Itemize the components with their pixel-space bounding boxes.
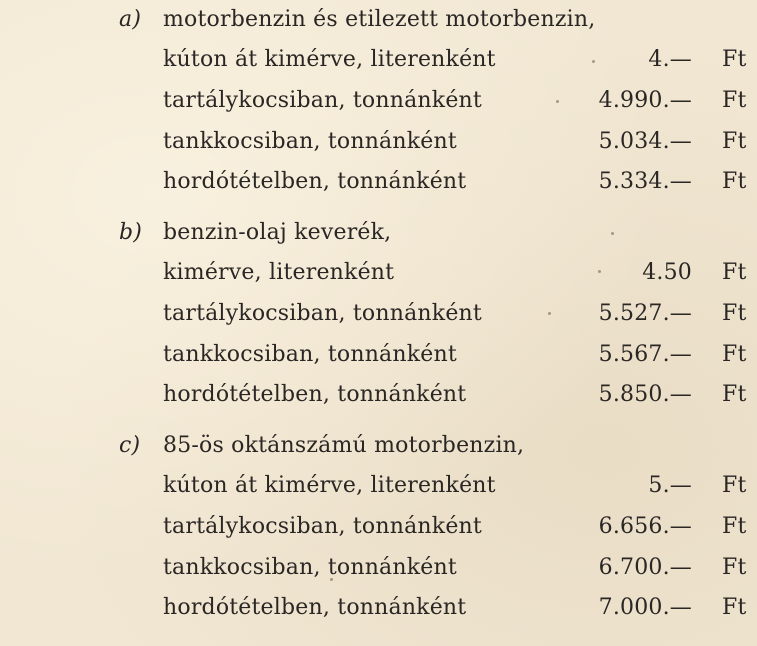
section-title: benzin-olaj keverék,	[163, 220, 392, 245]
row-price: 5.034.—	[598, 129, 692, 154]
price-row	[0, 162, 757, 202]
row-unit: Ft	[722, 555, 747, 580]
paper-speck	[611, 232, 614, 235]
row-price: 4.50	[642, 260, 692, 285]
price-row	[0, 466, 757, 506]
paper-speck	[556, 100, 559, 103]
row-description: tankkocsiban, tonnánként	[163, 555, 457, 580]
row-description: tartálykocsiban, tonnánként	[163, 301, 482, 326]
row-description: tartálykocsiban, tonnánként	[163, 514, 482, 539]
paper-speck	[330, 578, 333, 581]
section-heading	[0, 0, 757, 40]
price-row	[0, 294, 757, 334]
row-unit: Ft	[722, 260, 747, 285]
section-marker: b)	[119, 220, 143, 245]
row-unit: Ft	[722, 88, 747, 113]
row-price: 5.—	[648, 473, 692, 498]
price-row	[0, 335, 757, 375]
section-marker: c)	[119, 433, 141, 458]
paper-speck	[598, 270, 601, 273]
row-description: kúton át kimérve, literenként	[163, 473, 496, 498]
row-price: 7.000.—	[598, 595, 692, 620]
row-unit: Ft	[722, 301, 747, 326]
row-price: 6.656.—	[598, 514, 692, 539]
price-row	[0, 548, 757, 588]
price-row	[0, 253, 757, 293]
row-description: hordótételben, tonnánként	[163, 382, 467, 407]
row-price: 6.700.—	[598, 555, 692, 580]
row-description: kimérve, literenként	[163, 260, 395, 285]
row-description: tankkocsiban, tonnánként	[163, 129, 457, 154]
price-row	[0, 507, 757, 547]
paper-speck	[548, 312, 551, 315]
row-unit: Ft	[722, 473, 747, 498]
row-price: 5.567.—	[598, 342, 692, 367]
row-price: 4.—	[648, 47, 692, 72]
row-price: 5.334.—	[598, 169, 692, 194]
section-heading	[0, 426, 757, 466]
row-description: tartálykocsiban, tonnánként	[163, 88, 482, 113]
price-row	[0, 588, 757, 628]
row-price: 4.990.—	[598, 88, 692, 113]
price-row	[0, 122, 757, 162]
section-heading	[0, 213, 757, 253]
row-unit: Ft	[722, 169, 747, 194]
section-title: 85-ös oktánszámú motorbenzin,	[163, 433, 525, 458]
paper-speck	[592, 60, 595, 63]
row-description: tankkocsiban, tonnánként	[163, 342, 457, 367]
row-price: 5.527.—	[598, 301, 692, 326]
row-description: hordótételben, tonnánként	[163, 595, 467, 620]
price-row	[0, 81, 757, 121]
row-unit: Ft	[722, 595, 747, 620]
row-description: hordótételben, tonnánként	[163, 169, 467, 194]
price-row	[0, 375, 757, 415]
row-price: 5.850.—	[598, 382, 692, 407]
row-unit: Ft	[722, 129, 747, 154]
row-unit: Ft	[722, 47, 747, 72]
section-title: motorbenzin és etilezett motorbenzin,	[163, 7, 596, 32]
price-row	[0, 40, 757, 80]
row-unit: Ft	[722, 514, 747, 539]
row-unit: Ft	[722, 382, 747, 407]
row-description: kúton át kimérve, literenként	[163, 47, 496, 72]
section-marker: a)	[119, 7, 142, 32]
row-unit: Ft	[722, 342, 747, 367]
